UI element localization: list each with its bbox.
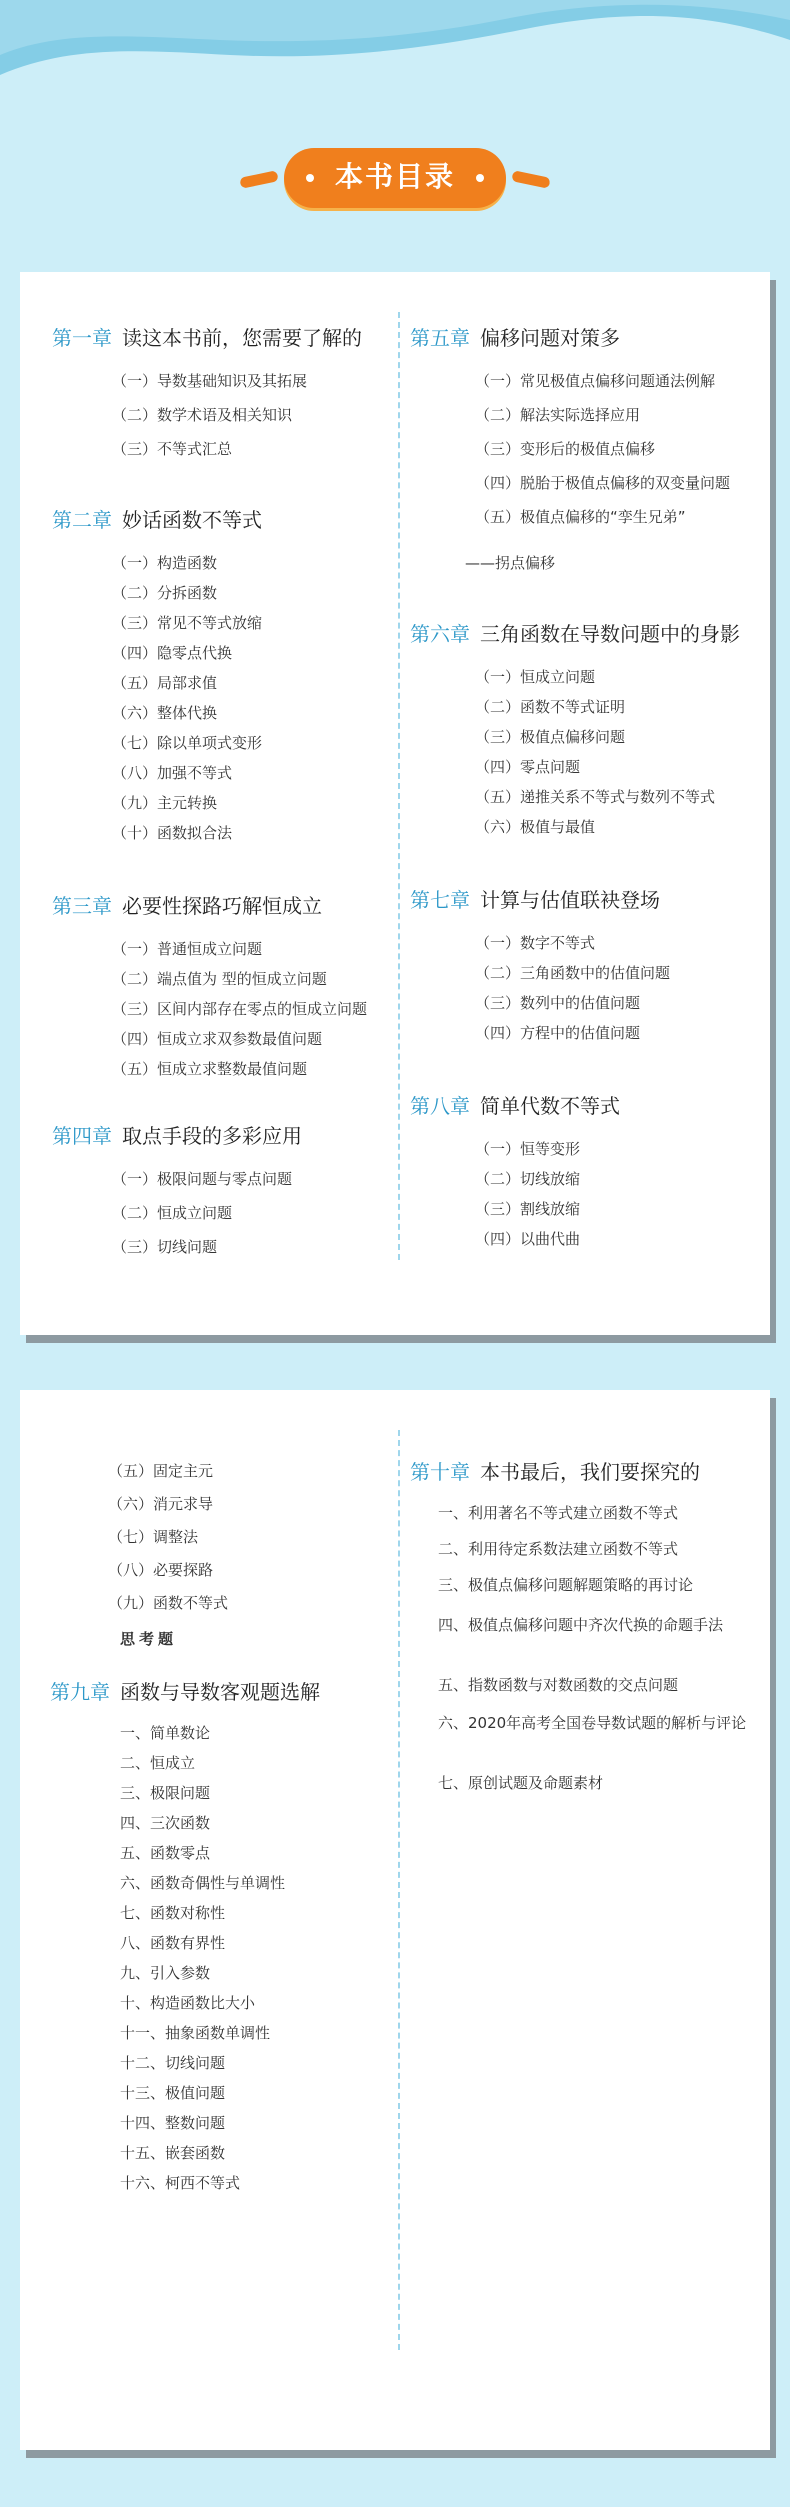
chapter-heading <box>410 1090 620 1119</box>
toc-item: 十、构造函数比大小 <box>120 1994 256 2012</box>
toc-item: （二）恒成立问题 <box>112 1204 233 1222</box>
toc-item: 二、利用待定系数法建立函数不等式 <box>438 1540 679 1558</box>
chapter-heading <box>410 618 740 647</box>
toc-item: 一、简单数论 <box>120 1724 211 1742</box>
toc-item: 十四、整数问题 <box>120 2114 226 2132</box>
toc-item: （一）恒等变形 <box>475 1140 581 1158</box>
chapter-number: 第八章 <box>410 1094 470 1118</box>
chapter-number: 第五章 <box>410 326 470 350</box>
toc-item: （二）数学术语及相关知识 <box>112 406 293 424</box>
toc-item: （二）解法实际选择应用 <box>475 406 641 424</box>
toc-item: 十六、柯西不等式 <box>120 2174 241 2192</box>
toc-item: （四）隐零点代换 <box>112 644 233 662</box>
toc-item: （四）以曲代曲 <box>475 1230 581 1248</box>
toc-item: （二）函数不等式证明 <box>475 698 626 716</box>
toc-item: 十二、切线问题 <box>120 2054 226 2072</box>
chapter-title: 函数与导数客观题选解 <box>120 1680 320 1704</box>
toc-item: （三）常见不等式放缩 <box>112 614 263 632</box>
chapter-heading <box>52 1120 302 1149</box>
toc-item: （七）调整法 <box>108 1528 199 1546</box>
toc-item: （三）不等式汇总 <box>112 440 233 458</box>
toc-item: （一）恒成立问题 <box>475 668 596 686</box>
chapter-title: 妙话函数不等式 <box>122 508 262 532</box>
toc-item: （九）主元转换 <box>112 794 218 812</box>
toc-item: （四）零点问题 <box>475 758 581 776</box>
toc-item: （三）区间内部存在零点的恒成立问题 <box>112 1000 368 1018</box>
chapter-title: 读这本书前，您需要了解的 <box>122 326 362 350</box>
chapter-heading <box>410 322 620 351</box>
toc-item: 七、函数对称性 <box>120 1904 226 1922</box>
toc-item: （一）导数基础知识及其拓展 <box>112 372 308 390</box>
column-divider <box>398 1430 400 2350</box>
chapter-title: 三角函数在导数问题中的身影 <box>480 622 740 646</box>
chapter-title: 计算与估值联袂登场 <box>480 888 660 912</box>
toc-item: 一、利用著名不等式建立函数不等式 <box>438 1504 679 1522</box>
toc-item: （二）三角函数中的估值问题 <box>475 964 671 982</box>
toc-item: （五）极值点偏移的“孪生兄弟” <box>475 508 686 526</box>
toc-item: 六、2020年高考全国卷导数试题的解析与评论 <box>438 1714 747 1732</box>
toc-item: 七、原创试题及命题素材 <box>438 1774 604 1792</box>
banner-right-wing <box>511 170 550 189</box>
banner-left-wing <box>239 170 278 189</box>
toc-banner <box>240 148 550 208</box>
chapter-number: 第四章 <box>52 1124 112 1148</box>
think-questions: 思考题 <box>120 1630 178 1648</box>
toc-item: 四、极值点偏移问题中齐次代换的命题手法 <box>438 1616 724 1634</box>
toc-item: （二）端点值为 型的恒成立问题 <box>112 970 327 988</box>
chapter-heading <box>52 890 322 919</box>
toc-item: 四、三次函数 <box>120 1814 211 1832</box>
toc-item: （八）必要探路 <box>108 1561 214 1579</box>
chapter-number: 第二章 <box>52 508 112 532</box>
toc-item: 二、恒成立 <box>120 1754 196 1772</box>
toc-item: （一）构造函数 <box>112 554 218 572</box>
toc-item: （四）方程中的估值问题 <box>475 1024 641 1042</box>
chapter-heading <box>52 504 262 533</box>
toc-item: （五）恒成立求整数最值问题 <box>112 1060 308 1078</box>
toc-item: 五、函数零点 <box>120 1844 211 1862</box>
chapter-heading <box>50 1676 320 1705</box>
toc-item: （五）固定主元 <box>108 1462 214 1480</box>
toc-item: （一）极限问题与零点问题 <box>112 1170 293 1188</box>
toc-item-subnote: ——拐点偏移 <box>465 554 556 572</box>
toc-item: （三）极值点偏移问题 <box>475 728 626 746</box>
chapter-number: 第九章 <box>50 1680 110 1704</box>
toc-panel-1 <box>20 272 770 1335</box>
chapter-heading <box>52 322 362 351</box>
toc-item: （七）除以单项式变形 <box>112 734 263 752</box>
toc-item: （三）变形后的极值点偏移 <box>475 440 656 458</box>
toc-item: （六）整体代换 <box>112 704 218 722</box>
toc-item: （六）消元求导 <box>108 1495 214 1513</box>
toc-item: 十一、抽象函数单调性 <box>120 2024 271 2042</box>
column-divider <box>398 312 400 1260</box>
chapter-number: 第七章 <box>410 888 470 912</box>
toc-item: 六、函数奇偶性与单调性 <box>120 1874 286 1892</box>
toc-item: （三）切线问题 <box>112 1238 218 1256</box>
toc-item: 十三、极值问题 <box>120 2084 226 2102</box>
toc-title: 本书目录 <box>334 160 455 193</box>
chapter-number: 第三章 <box>52 894 112 918</box>
toc-item: （十）函数拟合法 <box>112 824 233 842</box>
chapter-heading <box>410 884 660 913</box>
toc-item: （一）常见极值点偏移问题通法例解 <box>475 372 716 390</box>
toc-item: （二）分拆函数 <box>112 584 218 602</box>
chapter-heading <box>410 1456 700 1485</box>
toc-item: 十五、嵌套函数 <box>120 2144 226 2162</box>
toc-item: （二）切线放缩 <box>475 1170 581 1188</box>
toc-item: （一）普通恒成立问题 <box>112 940 263 958</box>
toc-item: （五）局部求值 <box>112 674 218 692</box>
toc-item: 八、函数有界性 <box>120 1934 226 1952</box>
toc-item: （八）加强不等式 <box>112 764 233 782</box>
toc-item: （一）数字不等式 <box>475 934 596 952</box>
chapter-title: 偏移问题对策多 <box>480 326 620 350</box>
chapter-number: 第十章 <box>410 1460 470 1484</box>
chapter-number: 第一章 <box>52 326 112 350</box>
toc-item: （三）割线放缩 <box>475 1200 581 1218</box>
toc-item: （五）递推关系不等式与数列不等式 <box>475 788 716 806</box>
chapter-number: 第六章 <box>410 622 470 646</box>
toc-item: 五、指数函数与对数函数的交点问题 <box>438 1676 679 1694</box>
chapter-title: 取点手段的多彩应用 <box>122 1124 302 1148</box>
toc-item: 三、极限问题 <box>120 1784 211 1802</box>
chapter-title: 必要性探路巧解恒成立 <box>122 894 322 918</box>
toc-item: （四）脱胎于极值点偏移的双变量问题 <box>475 474 731 492</box>
toc-item: （三）数列中的估值问题 <box>475 994 641 1012</box>
toc-item: （九）函数不等式 <box>108 1594 229 1612</box>
header-wave <box>0 0 790 110</box>
toc-item: 九、引入参数 <box>120 1964 211 1982</box>
toc-panel-2 <box>20 1390 770 2450</box>
toc-item: （六）极值与最值 <box>475 818 596 836</box>
toc-item: （四）恒成立求双参数最值问题 <box>112 1030 323 1048</box>
toc-item: 三、极值点偏移问题解题策略的再讨论 <box>438 1576 694 1594</box>
chapter-title: 本书最后，我们要探究的 <box>480 1460 700 1484</box>
chapter-title: 简单代数不等式 <box>480 1094 620 1118</box>
